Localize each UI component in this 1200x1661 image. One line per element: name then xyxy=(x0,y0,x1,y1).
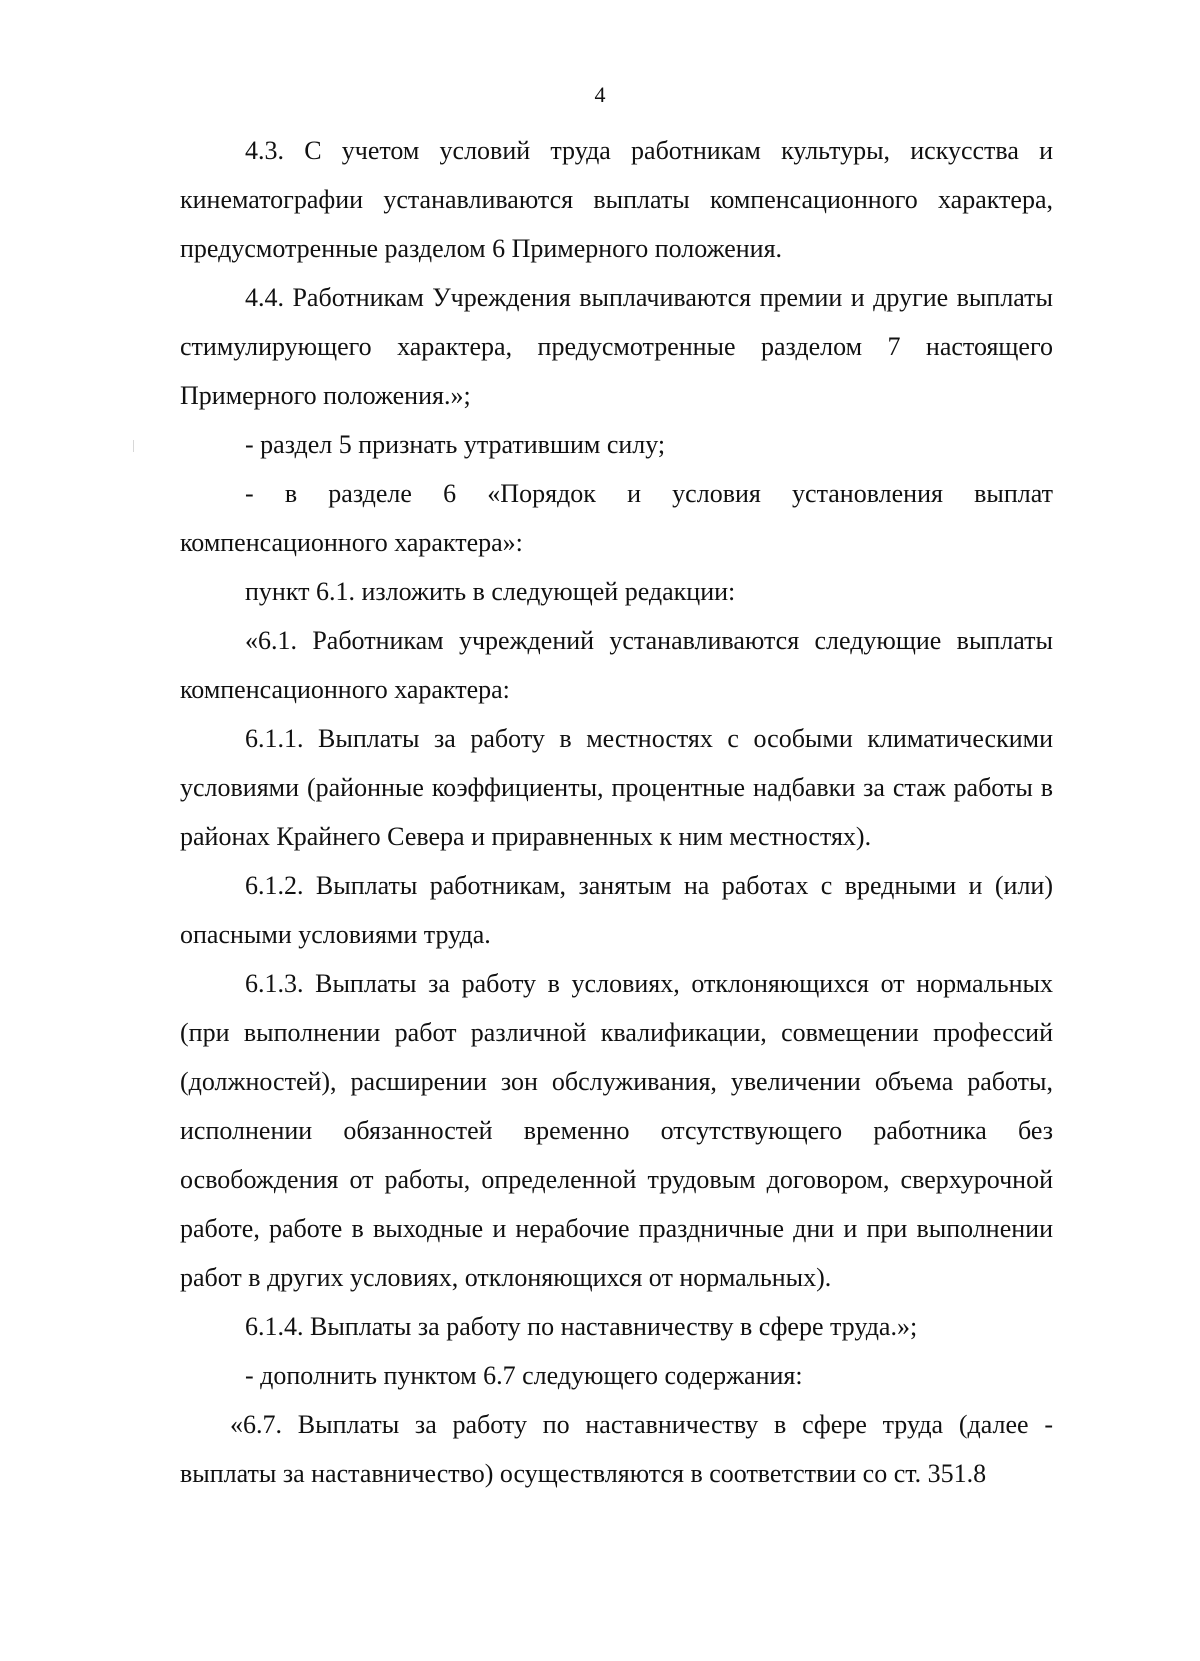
paragraph-6-1-intro: пункт 6.1. изложить в следующей редакции: xyxy=(245,577,736,606)
paragraph-6-1-4: 6.1.4. Выплаты за работу по наставничеству в сфере труда.»; xyxy=(245,1312,918,1341)
paragraph-section-5: - раздел 5 признать утратившим силу; xyxy=(245,430,666,459)
paragraph-6-1: «6.1. Работникам учреждений устанавливаются следующие выплаты компенсационного характера: xyxy=(180,626,1053,704)
paragraph-6-7: «6.7. Выплаты за работу по наставничеству в сфере труда (далее - выплаты за наставничество) осуществляются в соответствии со ст. 351.8 xyxy=(180,1410,1053,1488)
scan-artifact-mark xyxy=(133,440,134,452)
page-number: 4 xyxy=(594,82,606,107)
paragraph-6-1-1: 6.1.1. Выплаты за работу в местностях с особыми климатическими условиями (районные коэффициенты, процентные надбавки за стаж работы в районах Крайнего Севера и приравненных к ним местностях). xyxy=(180,724,1053,851)
paragraph-4-4: 4.4. Работникам Учреждения выплачиваются премии и другие выплаты стимулирующего характера, предусмотренные разделом 7 настоящего Примерного положения.»; xyxy=(180,283,1053,410)
paragraph-add-6-7: - дополнить пунктом 6.7 следующего содержания: xyxy=(245,1361,803,1390)
paragraph-4-3: 4.3. С учетом условий труда работникам культуры, искусства и кинематографии устанавливаются выплаты компенсационного характера, предусмотренные разделом 6 Примерного положения. xyxy=(180,136,1053,263)
document-body xyxy=(180,126,1053,1498)
paragraph-6-1-2: 6.1.2. Выплаты работникам, занятым на работах с вредными и (или) опасными условиями труда. xyxy=(180,871,1053,949)
paragraph-section-6: - в разделе 6 «Порядок и условия установления выплат компенсационного характера»: xyxy=(180,479,1053,557)
paragraph-6-1-3: 6.1.3. Выплаты за работу в условиях, отклоняющихся от нормальных (при выполнении работ различной квалификации, совмещении профессий (должностей), расширении зон обслуживания, увеличении объема работы, исполнении обязанностей временно отсутствующего работника без освобождения от работы, определенной трудовым договором, сверхурочной работе, работе в выходные и нерабочие праздничные дни и при выполнении работ в других условиях, отклоняющихся от нормальных). xyxy=(180,969,1053,1292)
